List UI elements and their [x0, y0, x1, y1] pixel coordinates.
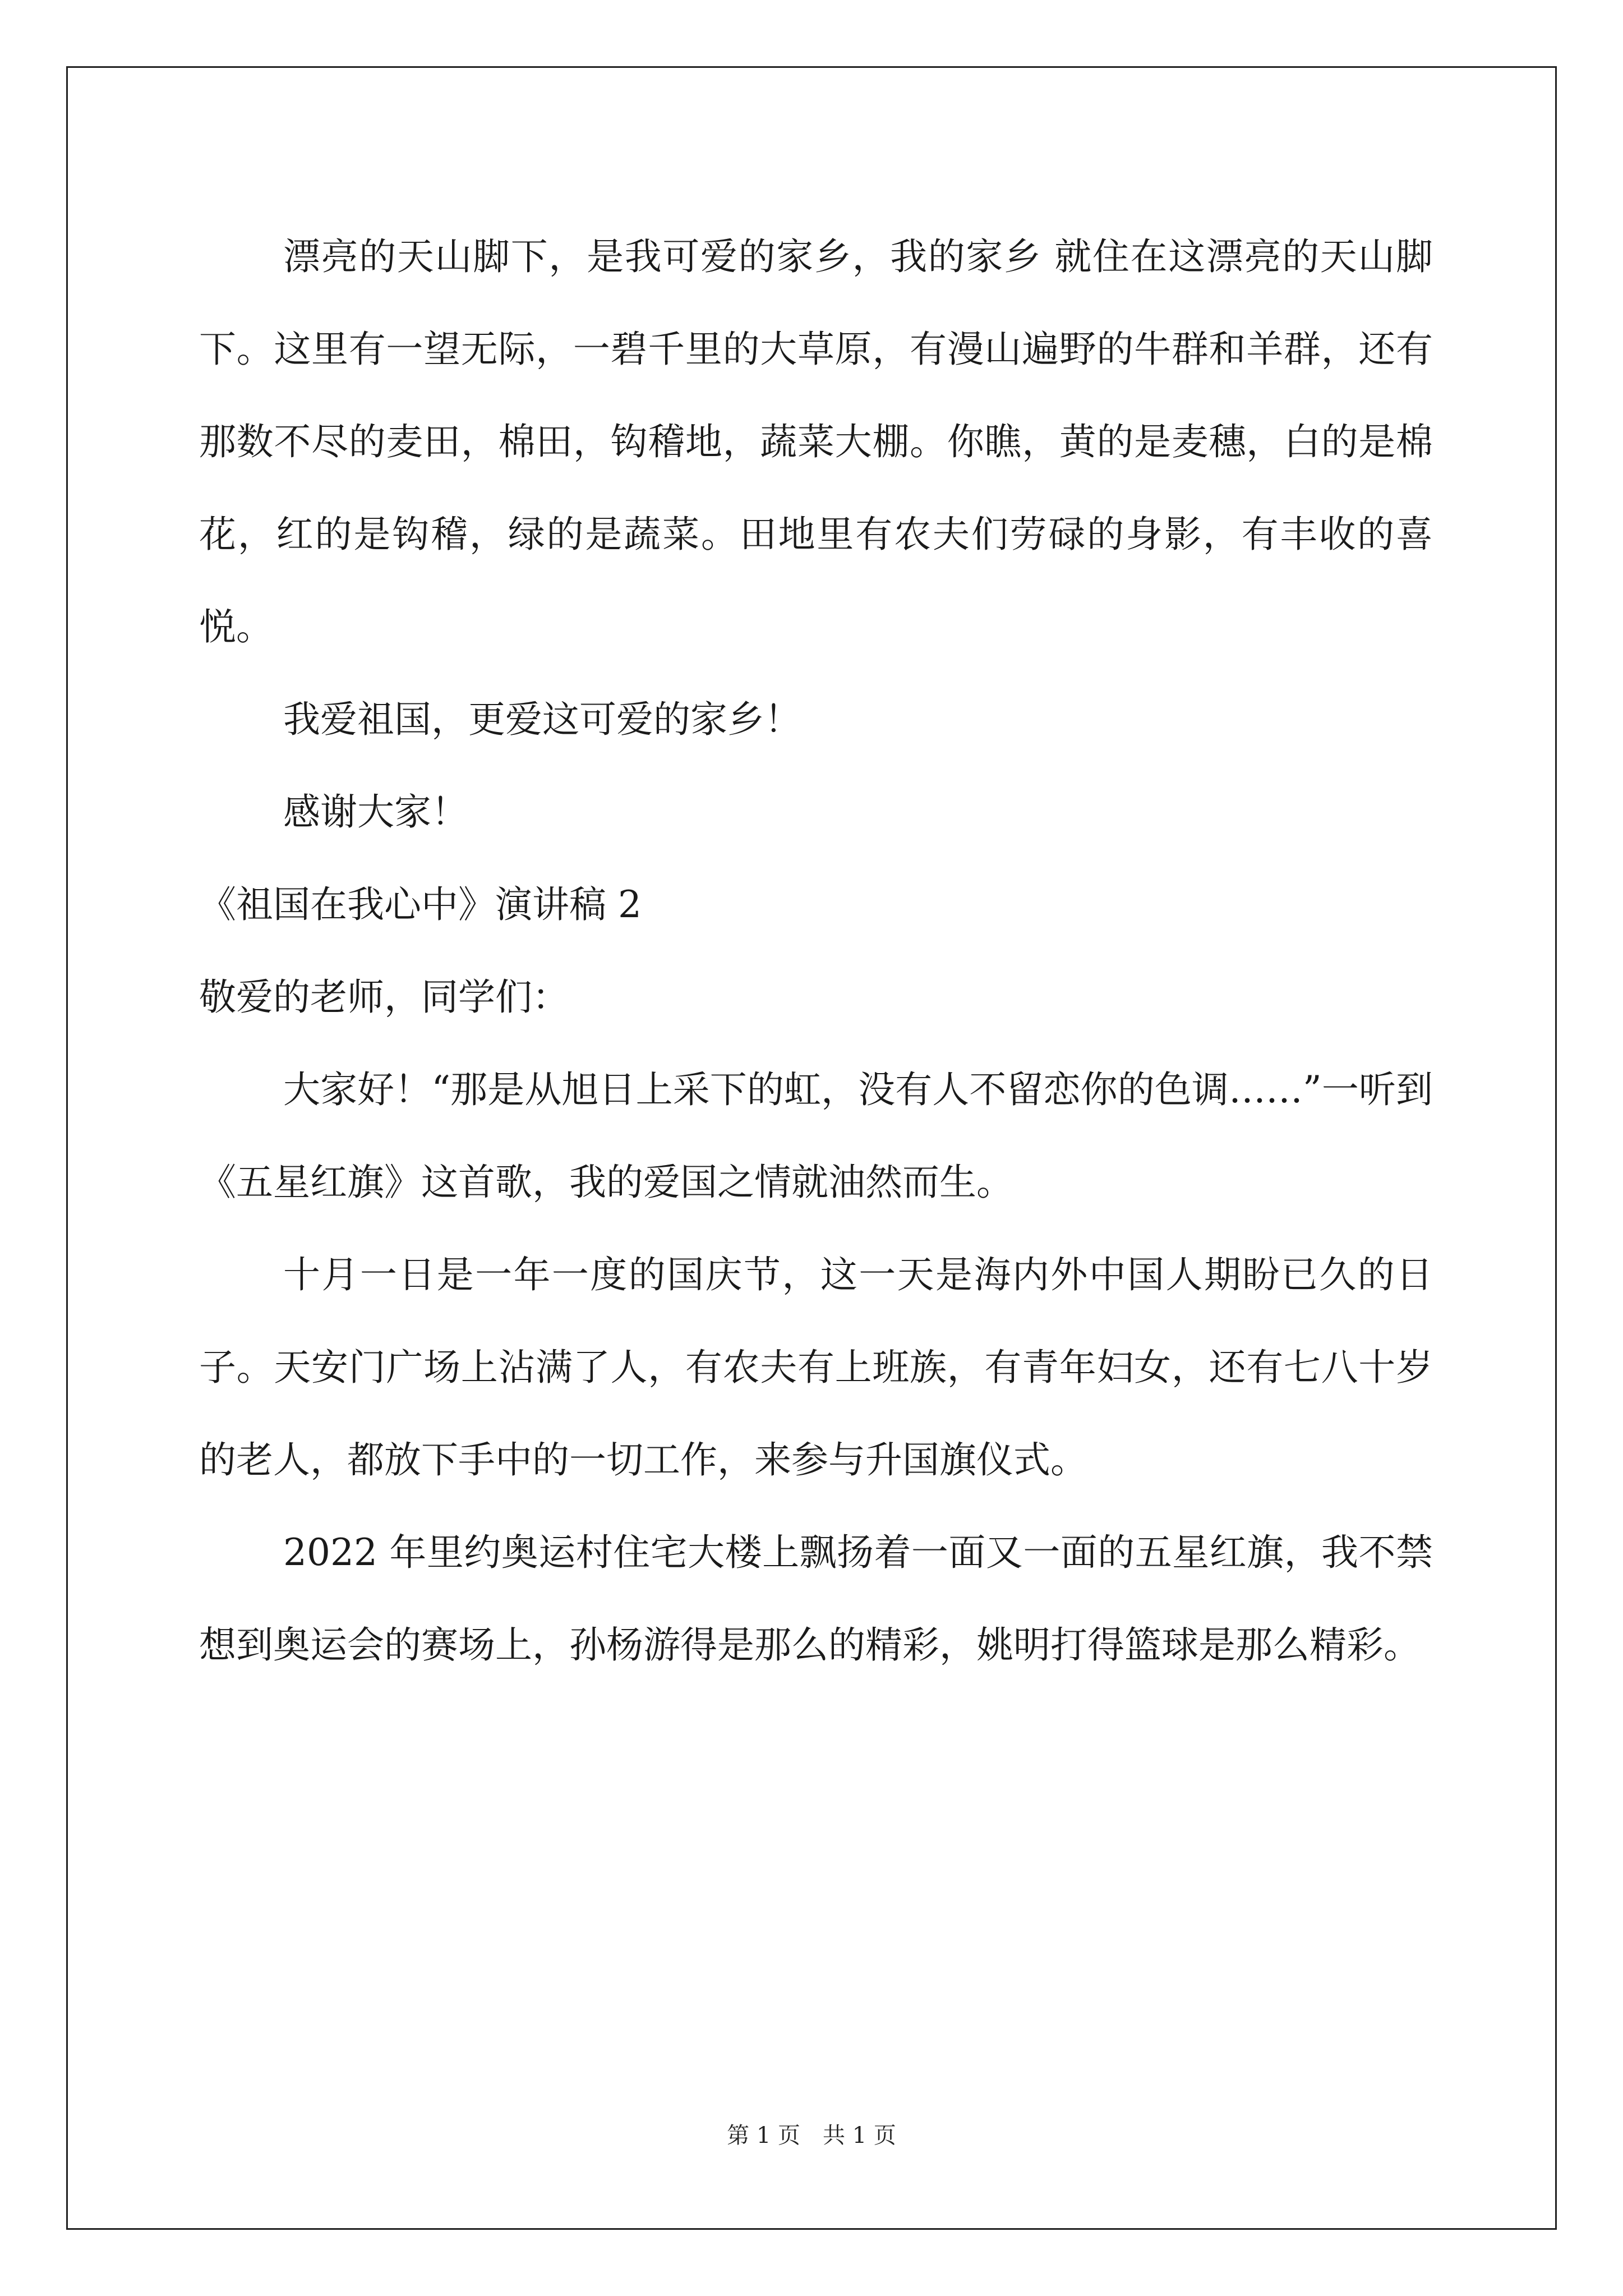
paragraph-national-day: 十月一日是一年一度的国庆节，这一天是海内外中国人期盼已久的日子。天安门广场上沾满了人，有农夫有上班族，有青年妇女，还有七八十岁的老人，都放下手中的一切工作，来参与升国旗仪式。	[199, 1253, 1433, 1481]
paragraph-greeting: 大家好！“那是从旭日上采下的虹，没有人不留恋你的色调……”一听到《五星红旗》这首歌，我的爱国之情就油然而生。	[199, 1068, 1433, 1204]
salutation: 敬爱的老师，同学们：	[199, 976, 569, 1019]
paragraph-olympics: 2022 年里约奥运村住宅大楼上飘扬着一面又一面的五星红旗，我不禁想到奥运会的赛场上，孙杨游得是那么的精彩，姚明打得篮球是那么精彩。	[199, 1531, 1433, 1667]
page-footer: 第 1 页 共 1 页	[727, 2123, 896, 2148]
paragraph-love-motherland: 我爱祖国，更爱这可爱的家乡！	[283, 698, 801, 741]
paragraph-hometown: 漂亮的天山脚下，是我可爱的家乡，我的家乡 就住在这漂亮的天山脚下。这里有一望无际，一碧千里的大草原，有漫山遍野的牛群和羊群，还有那数不尽的麦田，棉田，钩稽地，蔬菜大棚。你瞧，黄的是麦穗，白的是棉花，红的是钩稽，绿的是蔬菜。田地里有农夫们劳碌的身影，有丰收的喜悦。	[199, 235, 1433, 648]
speech-title: 《祖国在我心中》演讲稿 2	[199, 883, 642, 926]
paragraph-thanks: 感谢大家！	[283, 790, 468, 834]
document-body	[199, 210, 1433, 1691]
